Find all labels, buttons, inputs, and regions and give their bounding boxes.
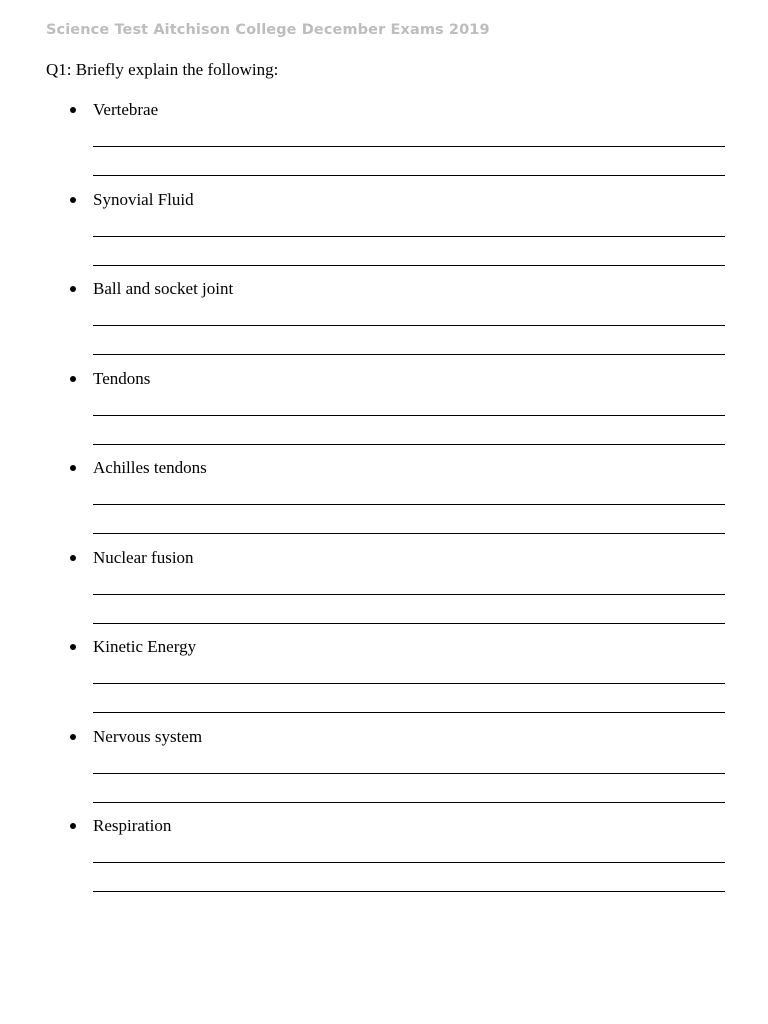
answer-line[interactable] — [93, 504, 725, 505]
list-item — [0, 816, 768, 906]
list-item — [0, 458, 768, 548]
list-item — [0, 727, 768, 817]
term-label: Nervous system — [93, 726, 203, 746]
answer-line[interactable] — [93, 891, 725, 892]
term-label: Respiration — [93, 816, 172, 835]
term-label: Achilles tendons — [93, 458, 207, 477]
term-label: Tendons — [93, 368, 151, 388]
bullet-icon — [70, 644, 76, 650]
answer-line[interactable] — [93, 533, 725, 534]
bullet-icon — [70, 286, 76, 292]
answer-line[interactable] — [93, 802, 725, 803]
term-label: Nuclear fusion — [93, 547, 194, 567]
answer-line[interactable] — [93, 236, 725, 237]
term-label: Kinetic Energy — [93, 637, 197, 656]
answer-line[interactable] — [93, 325, 725, 326]
list-item — [0, 190, 768, 280]
bullet-icon — [70, 376, 76, 382]
answer-line[interactable] — [93, 175, 725, 176]
list-item — [0, 637, 768, 727]
answer-line[interactable] — [93, 773, 725, 774]
answer-line[interactable] — [93, 594, 725, 595]
answer-line[interactable] — [93, 146, 725, 147]
bullet-icon — [70, 734, 76, 740]
bullet-icon — [70, 555, 76, 561]
answer-line[interactable] — [93, 862, 725, 863]
answer-line[interactable] — [93, 623, 725, 624]
question-title: Q1: Briefly explain the following: — [46, 60, 279, 79]
answer-line[interactable] — [93, 712, 725, 713]
bullet-icon — [70, 107, 76, 113]
page-header: Science Test Aitchison College December Exams 2019 — [46, 22, 490, 38]
answer-line[interactable] — [93, 444, 725, 445]
term-list — [0, 100, 768, 906]
bullet-icon — [70, 465, 76, 471]
bullet-icon — [70, 197, 76, 203]
list-item — [0, 548, 768, 638]
bullet-icon — [70, 823, 76, 829]
list-item — [0, 369, 768, 459]
list-item — [0, 100, 768, 190]
answer-line[interactable] — [93, 265, 725, 266]
answer-line[interactable] — [93, 354, 725, 355]
list-item — [0, 279, 768, 369]
answer-line[interactable] — [93, 683, 725, 684]
term-label: Ball and socket joint — [93, 279, 234, 298]
answer-line[interactable] — [93, 415, 725, 416]
term-label: Vertebrae — [93, 100, 159, 119]
term-label: Synovial Fluid — [93, 189, 194, 209]
